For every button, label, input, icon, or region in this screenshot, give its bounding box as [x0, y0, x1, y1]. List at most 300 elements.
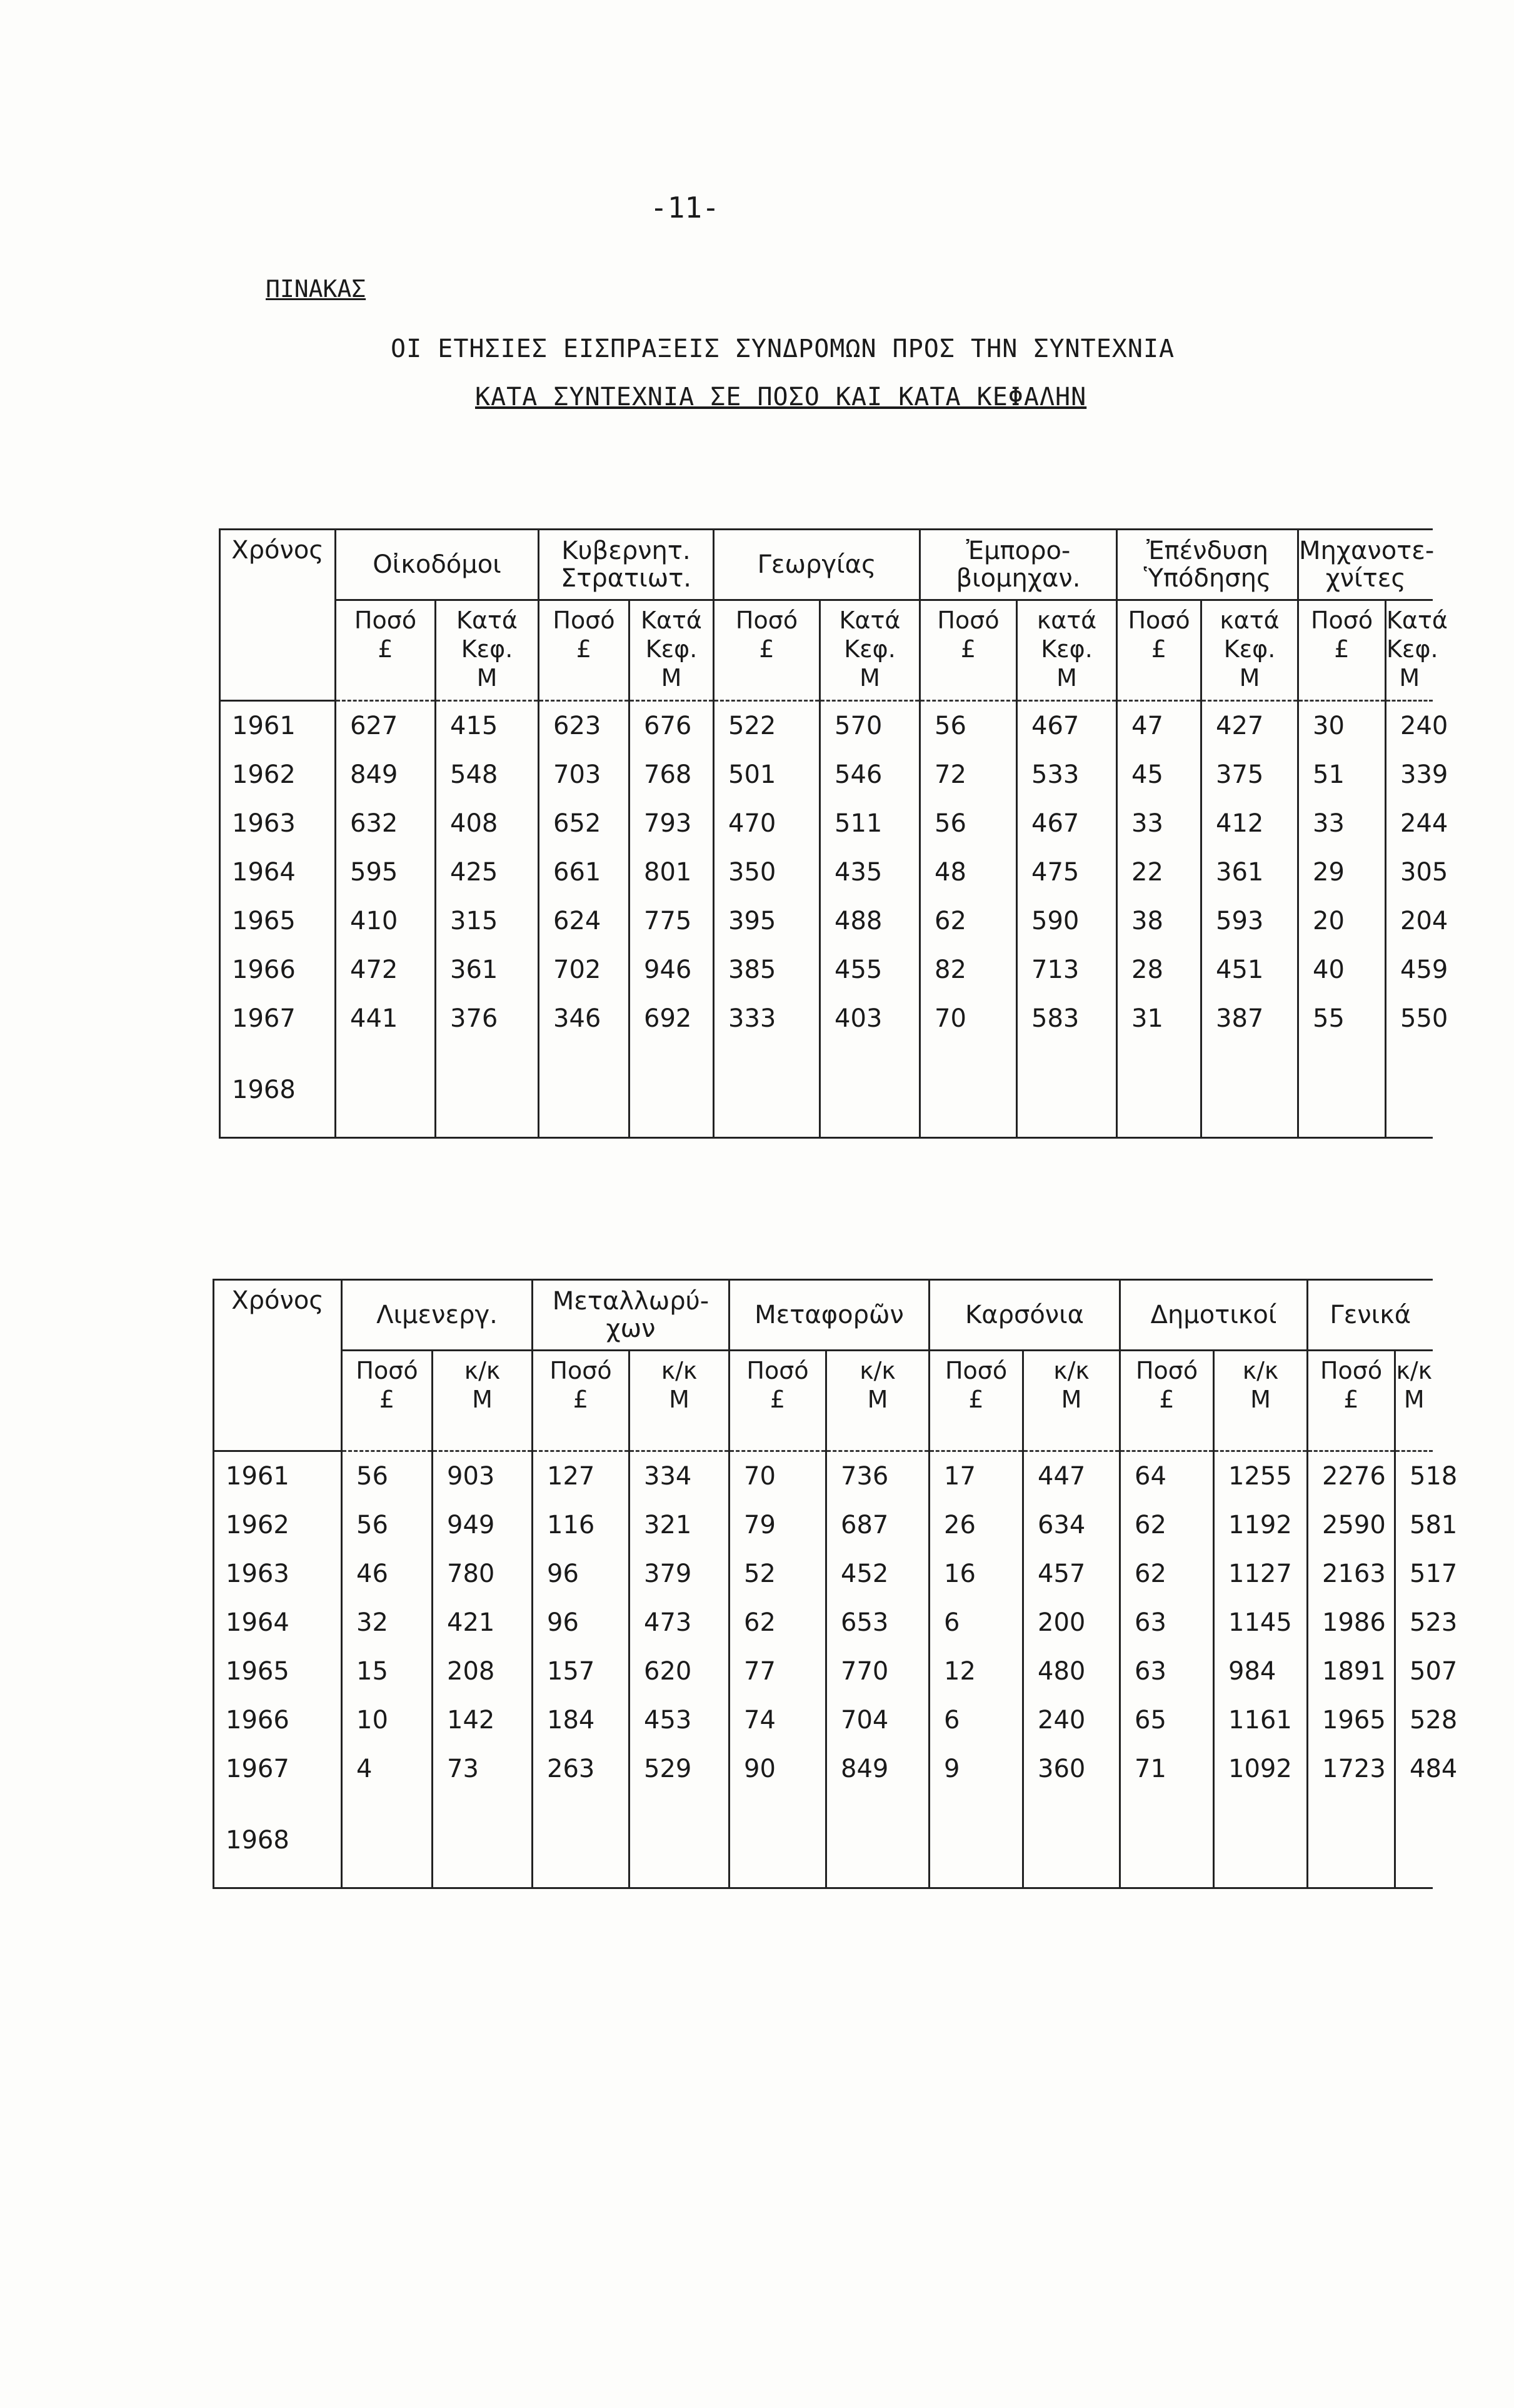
column-header	[1017, 600, 1117, 701]
value-cell: 62	[920, 897, 1017, 945]
value-cell: 361	[436, 945, 539, 994]
value-cell: 29	[1298, 848, 1386, 897]
table-row	[220, 750, 1433, 799]
value-cell: 379	[629, 1549, 729, 1598]
value-cell: 184	[533, 1696, 629, 1745]
column-header-label: κ/κ	[1242, 1357, 1279, 1384]
year-cell: 1967	[214, 1745, 342, 1793]
value-cell: 415	[436, 701, 539, 751]
value-cell	[1201, 1043, 1298, 1138]
value-cell: 632	[336, 799, 436, 848]
year-cell: 1966	[220, 945, 336, 994]
column-unit: Μ	[1403, 1386, 1425, 1413]
column-header-label: Ποσό	[354, 607, 417, 634]
group-header: Καρσόνια	[930, 1280, 1120, 1351]
value-cell: 467	[1017, 701, 1117, 751]
value-cell: 768	[629, 750, 714, 799]
column-header-label: Ποσό	[1310, 607, 1373, 634]
year-header: Χρόνος	[220, 530, 336, 701]
year-cell: 1967	[220, 994, 336, 1043]
column-header	[930, 1351, 1023, 1451]
value-cell	[1386, 1043, 1433, 1138]
value-cell: 2276	[1308, 1451, 1395, 1501]
column-header-label: κ/κ	[464, 1357, 501, 1384]
column-header	[920, 600, 1017, 701]
value-cell: 484	[1395, 1745, 1433, 1793]
value-cell: 687	[826, 1501, 930, 1549]
value-cell: 10	[342, 1696, 433, 1745]
value-cell: 38	[1117, 897, 1201, 945]
value-cell: 517	[1395, 1549, 1433, 1598]
column-header-label: κατά Κεφ.	[1220, 607, 1280, 663]
column-header	[533, 1351, 629, 1451]
value-cell: 447	[1023, 1451, 1120, 1501]
value-cell: 624	[539, 897, 629, 945]
column-header-label: Ποσό	[746, 1357, 809, 1384]
column-unit: Μ	[1239, 664, 1260, 692]
column-header	[539, 600, 629, 701]
value-cell: 1145	[1214, 1598, 1308, 1647]
value-cell: 63	[1120, 1598, 1214, 1647]
group-header: Ἐπένδυση Ὑπόδησης	[1117, 530, 1298, 600]
column-header	[629, 1351, 729, 1451]
value-cell: 70	[729, 1451, 826, 1501]
column-unit: £	[960, 635, 976, 663]
value-cell: 33	[1298, 799, 1386, 848]
value-cell: 375	[1201, 750, 1298, 799]
table-row	[214, 1549, 1433, 1598]
column-header-label: Ποσό	[1128, 607, 1190, 634]
table-row	[220, 701, 1433, 751]
value-cell: 244	[1386, 799, 1433, 848]
value-cell: 548	[436, 750, 539, 799]
value-cell: 240	[1023, 1696, 1120, 1745]
value-cell: 403	[820, 994, 920, 1043]
value-cell	[930, 1793, 1023, 1888]
group-header: Μηχανοτε- χνίτες	[1298, 530, 1433, 600]
value-cell: 1891	[1308, 1647, 1395, 1696]
column-header	[820, 600, 920, 701]
column-header	[1298, 600, 1386, 701]
value-cell: 56	[920, 799, 1017, 848]
value-cell	[920, 1043, 1017, 1138]
value-cell: 435	[820, 848, 920, 897]
value-cell: 949	[433, 1501, 533, 1549]
value-cell: 315	[436, 897, 539, 945]
value-cell: 361	[1201, 848, 1298, 897]
value-cell: 661	[539, 848, 629, 897]
column-header-label: Κατά Κεφ.	[456, 607, 518, 663]
value-cell: 984	[1214, 1647, 1308, 1696]
value-cell	[629, 1043, 714, 1138]
value-cell: 702	[539, 945, 629, 994]
value-cell: 421	[433, 1598, 533, 1647]
value-cell: 581	[1395, 1501, 1433, 1549]
group-header: Μεταφορῶν	[729, 1280, 930, 1351]
column-header	[336, 600, 436, 701]
table-row	[214, 1598, 1433, 1647]
column-unit: £	[576, 635, 592, 663]
value-cell: 46	[342, 1549, 433, 1598]
value-cell: 56	[920, 701, 1017, 751]
column-header-label: Ποσό	[735, 607, 798, 634]
value-cell: 30	[1298, 701, 1386, 751]
value-cell: 467	[1017, 799, 1117, 848]
table-row	[214, 1696, 1433, 1745]
value-cell: 627	[336, 701, 436, 751]
table-row	[220, 945, 1433, 994]
group-header: Γενικά	[1308, 1280, 1433, 1351]
value-cell: 56	[342, 1451, 433, 1501]
year-cell: 1963	[214, 1549, 342, 1598]
value-cell: 703	[539, 750, 629, 799]
column-unit: £	[770, 1386, 786, 1413]
value-cell: 704	[826, 1696, 930, 1745]
column-header-label: κ/κ	[1396, 1357, 1433, 1384]
column-header-label: Κατά Κεφ.	[839, 607, 901, 663]
value-cell	[629, 1793, 729, 1888]
column-unit: £	[378, 635, 393, 663]
value-cell: 20	[1298, 897, 1386, 945]
year-cell: 1962	[220, 750, 336, 799]
value-cell: 47	[1117, 701, 1201, 751]
value-cell: 1161	[1214, 1696, 1308, 1745]
value-cell: 56	[342, 1501, 433, 1549]
value-cell: 15	[342, 1647, 433, 1696]
column-header-label: Ποσό	[945, 1357, 1008, 1384]
column-header-label: Κατά Κεφ.	[1386, 607, 1448, 663]
value-cell: 459	[1386, 945, 1433, 994]
table-label: ΠΙΝΑΚΑΣ	[266, 275, 366, 303]
table-row	[220, 897, 1433, 945]
value-cell: 583	[1017, 994, 1117, 1043]
value-cell: 652	[539, 799, 629, 848]
value-cell	[539, 1043, 629, 1138]
value-cell	[1023, 1793, 1120, 1888]
value-cell	[729, 1793, 826, 1888]
value-cell: 793	[629, 799, 714, 848]
column-header-label: Ποσό	[1320, 1357, 1383, 1384]
group-header: Κυβερνητ. Στρατιωτ.	[539, 530, 714, 600]
value-cell: 26	[930, 1501, 1023, 1549]
column-header	[826, 1351, 930, 1451]
value-cell: 692	[629, 994, 714, 1043]
value-cell: 507	[1395, 1647, 1433, 1696]
value-cell	[436, 1043, 539, 1138]
year-cell: 1961	[214, 1451, 342, 1501]
group-header: Ἐμπορο- βιομηχαν.	[920, 530, 1117, 600]
value-cell: 71	[1120, 1745, 1214, 1793]
column-header	[1214, 1351, 1308, 1451]
value-cell: 528	[1395, 1696, 1433, 1745]
value-cell: 360	[1023, 1745, 1120, 1793]
value-cell	[533, 1793, 629, 1888]
value-cell: 593	[1201, 897, 1298, 945]
value-cell: 305	[1386, 848, 1433, 897]
value-cell: 1986	[1308, 1598, 1395, 1647]
column-header-label: Ποσό	[553, 607, 615, 634]
value-cell: 127	[533, 1451, 629, 1501]
value-cell: 425	[436, 848, 539, 897]
column-unit: £	[379, 1386, 395, 1413]
value-cell: 31	[1117, 994, 1201, 1043]
group-header: Δημοτικοί	[1120, 1280, 1308, 1351]
receipts-table-2	[213, 1279, 1458, 1889]
value-cell: 518	[1395, 1451, 1433, 1501]
value-cell: 522	[714, 701, 820, 751]
value-cell: 376	[436, 994, 539, 1043]
column-unit: £	[968, 1386, 984, 1413]
value-cell: 263	[533, 1745, 629, 1793]
year-cell: 1963	[220, 799, 336, 848]
value-cell: 849	[826, 1745, 930, 1793]
value-cell: 40	[1298, 945, 1386, 994]
value-cell: 770	[826, 1647, 930, 1696]
value-cell: 6	[930, 1598, 1023, 1647]
year-cell: 1961	[220, 701, 336, 751]
column-header-label: Ποσό	[356, 1357, 418, 1384]
table-row	[214, 1501, 1433, 1549]
column-header-label: Ποσό	[1135, 1357, 1198, 1384]
value-cell: 350	[714, 848, 820, 897]
value-cell: 457	[1023, 1549, 1120, 1598]
value-cell: 63	[1120, 1647, 1214, 1696]
column-unit: £	[759, 635, 775, 663]
column-unit: £	[573, 1386, 589, 1413]
value-cell: 70	[920, 994, 1017, 1043]
value-cell: 453	[629, 1696, 729, 1745]
value-cell: 903	[433, 1451, 533, 1501]
value-cell: 488	[820, 897, 920, 945]
column-unit: Μ	[860, 664, 880, 692]
value-cell	[1214, 1793, 1308, 1888]
column-header	[1308, 1351, 1395, 1451]
year-cell: 1965	[220, 897, 336, 945]
value-cell: 334	[629, 1451, 729, 1501]
value-cell: 321	[629, 1501, 729, 1549]
value-cell: 1192	[1214, 1501, 1308, 1549]
table-row	[214, 1451, 1433, 1501]
value-cell	[1308, 1793, 1395, 1888]
value-cell: 801	[629, 848, 714, 897]
value-cell: 475	[1017, 848, 1117, 897]
year-cell: 1968	[220, 1043, 336, 1138]
value-cell: 65	[1120, 1696, 1214, 1745]
column-header	[342, 1351, 433, 1451]
column-header	[1023, 1351, 1120, 1451]
value-cell: 28	[1117, 945, 1201, 994]
value-cell: 33	[1117, 799, 1201, 848]
table-row	[220, 848, 1433, 897]
value-cell: 22	[1117, 848, 1201, 897]
value-cell: 480	[1023, 1647, 1120, 1696]
column-header-label: Ποσό	[937, 607, 1000, 634]
column-header	[1395, 1351, 1433, 1451]
value-cell	[342, 1793, 433, 1888]
value-cell: 533	[1017, 750, 1117, 799]
value-cell: 455	[820, 945, 920, 994]
value-cell: 427	[1201, 701, 1298, 751]
value-cell	[1395, 1793, 1433, 1888]
value-cell: 16	[930, 1549, 1023, 1598]
value-cell: 96	[533, 1598, 629, 1647]
value-cell	[336, 1043, 436, 1138]
value-cell: 470	[714, 799, 820, 848]
value-cell: 623	[539, 701, 629, 751]
value-cell: 736	[826, 1451, 930, 1501]
year-header: Χρόνος	[214, 1280, 342, 1451]
column-unit: £	[1159, 1386, 1175, 1413]
value-cell: 849	[336, 750, 436, 799]
value-cell: 208	[433, 1647, 533, 1696]
value-cell: 79	[729, 1501, 826, 1549]
value-cell: 4	[342, 1745, 433, 1793]
value-cell: 408	[436, 799, 539, 848]
value-cell: 501	[714, 750, 820, 799]
value-cell: 387	[1201, 994, 1298, 1043]
value-cell: 410	[336, 897, 436, 945]
value-cell: 1092	[1214, 1745, 1308, 1793]
value-cell: 9	[930, 1745, 1023, 1793]
value-cell: 412	[1201, 799, 1298, 848]
value-cell: 472	[336, 945, 436, 994]
table-row	[220, 799, 1433, 848]
value-cell: 62	[1120, 1501, 1214, 1549]
group-header: Οἰκοδόμοι	[336, 530, 539, 600]
receipts-table-1	[219, 528, 1448, 1139]
value-cell: 204	[1386, 897, 1433, 945]
value-cell: 452	[826, 1549, 930, 1598]
column-unit: Μ	[867, 1386, 888, 1413]
value-cell: 570	[820, 701, 920, 751]
value-cell: 2590	[1308, 1501, 1395, 1549]
value-cell	[1120, 1793, 1214, 1888]
value-cell: 157	[533, 1647, 629, 1696]
column-unit: Μ	[669, 1386, 689, 1413]
group-header: Μεταλλωρύ- χων	[533, 1280, 729, 1351]
value-cell: 6	[930, 1696, 1023, 1745]
value-cell: 12	[930, 1647, 1023, 1696]
value-cell: 346	[539, 994, 629, 1043]
value-cell: 96	[533, 1549, 629, 1598]
column-unit: Μ	[1250, 1386, 1271, 1413]
value-cell: 48	[920, 848, 1017, 897]
column-unit: Μ	[1399, 664, 1420, 692]
value-cell: 72	[920, 750, 1017, 799]
value-cell: 395	[714, 897, 820, 945]
value-cell: 780	[433, 1549, 533, 1598]
column-header	[1386, 600, 1448, 701]
value-cell: 333	[714, 994, 820, 1043]
value-cell: 17	[930, 1451, 1023, 1501]
value-cell	[1298, 1043, 1386, 1138]
column-unit: £	[1343, 1386, 1359, 1413]
value-cell: 1255	[1214, 1451, 1308, 1501]
table-row	[214, 1793, 1433, 1888]
value-cell	[826, 1793, 930, 1888]
value-cell: 2163	[1308, 1549, 1395, 1598]
value-cell: 32	[342, 1598, 433, 1647]
column-header	[436, 600, 539, 701]
value-cell: 946	[629, 945, 714, 994]
table-row	[214, 1745, 1433, 1793]
value-cell: 55	[1298, 994, 1386, 1043]
value-cell: 511	[820, 799, 920, 848]
value-cell: 64	[1120, 1451, 1214, 1501]
value-cell: 77	[729, 1647, 826, 1696]
column-unit: Μ	[476, 664, 498, 692]
column-header	[1201, 600, 1298, 701]
column-header-label: κατά Κεφ.	[1036, 607, 1097, 663]
value-cell: 775	[629, 897, 714, 945]
value-cell	[433, 1793, 533, 1888]
page-number: -11-	[650, 191, 719, 224]
year-cell: 1968	[214, 1793, 342, 1888]
value-cell: 1723	[1308, 1745, 1395, 1793]
value-cell: 51	[1298, 750, 1386, 799]
value-cell: 550	[1386, 994, 1433, 1043]
value-cell	[714, 1043, 820, 1138]
value-cell: 1965	[1308, 1696, 1395, 1745]
value-cell: 653	[826, 1598, 930, 1647]
column-header-label: Κατά Κεφ.	[641, 607, 702, 663]
table-row	[214, 1647, 1433, 1696]
value-cell: 142	[433, 1696, 533, 1745]
value-cell: 385	[714, 945, 820, 994]
value-cell: 62	[729, 1598, 826, 1647]
value-cell: 473	[629, 1598, 729, 1647]
year-cell: 1966	[214, 1696, 342, 1745]
value-cell	[820, 1043, 920, 1138]
value-cell: 1127	[1214, 1549, 1308, 1598]
column-header	[1117, 600, 1201, 701]
value-cell: 634	[1023, 1501, 1120, 1549]
table-title-line-2: ΚΑΤΑ ΣΥΝΤΕΧΝΙΑ ΣΕ ΠΟΣΟ ΚΑΙ ΚΑΤΑ ΚΕΦΑΛΗΝ	[475, 383, 1087, 411]
group-header: Γεωργίας	[714, 530, 920, 600]
table-title-line-1: ΟΙ ΕΤΗΣΙΕΣ ΕΙΣΠΡΑΞΕΙΣ ΣΥΝΔΡΟΜΩΝ ΠΡΟΣ ΤΗΝ ΣΥΝΤΕΧΝΙΑ	[391, 335, 1175, 363]
column-unit: £	[1151, 635, 1167, 663]
value-cell: 620	[629, 1647, 729, 1696]
value-cell: 339	[1386, 750, 1433, 799]
value-cell: 73	[433, 1745, 533, 1793]
value-cell: 90	[729, 1745, 826, 1793]
value-cell: 451	[1201, 945, 1298, 994]
value-cell: 52	[729, 1549, 826, 1598]
column-header-label: κ/κ	[860, 1357, 896, 1384]
value-cell: 595	[336, 848, 436, 897]
value-cell: 713	[1017, 945, 1117, 994]
value-cell: 45	[1117, 750, 1201, 799]
value-cell: 523	[1395, 1598, 1433, 1647]
value-cell: 200	[1023, 1598, 1120, 1647]
year-cell: 1964	[220, 848, 336, 897]
column-header	[729, 1351, 826, 1451]
column-header-label: κ/κ	[1053, 1357, 1090, 1384]
year-cell: 1965	[214, 1647, 342, 1696]
column-unit: Μ	[1061, 1386, 1082, 1413]
value-cell: 546	[820, 750, 920, 799]
value-cell: 240	[1386, 701, 1433, 751]
value-cell: 74	[729, 1696, 826, 1745]
column-header-label: Ποσό	[549, 1357, 612, 1384]
value-cell: 116	[533, 1501, 629, 1549]
year-cell: 1964	[214, 1598, 342, 1647]
column-unit: £	[1334, 635, 1350, 663]
column-header	[1120, 1351, 1214, 1451]
group-header: Λιμενεργ.	[342, 1280, 533, 1351]
column-unit: Μ	[1056, 664, 1077, 692]
value-cell: 62	[1120, 1549, 1214, 1598]
